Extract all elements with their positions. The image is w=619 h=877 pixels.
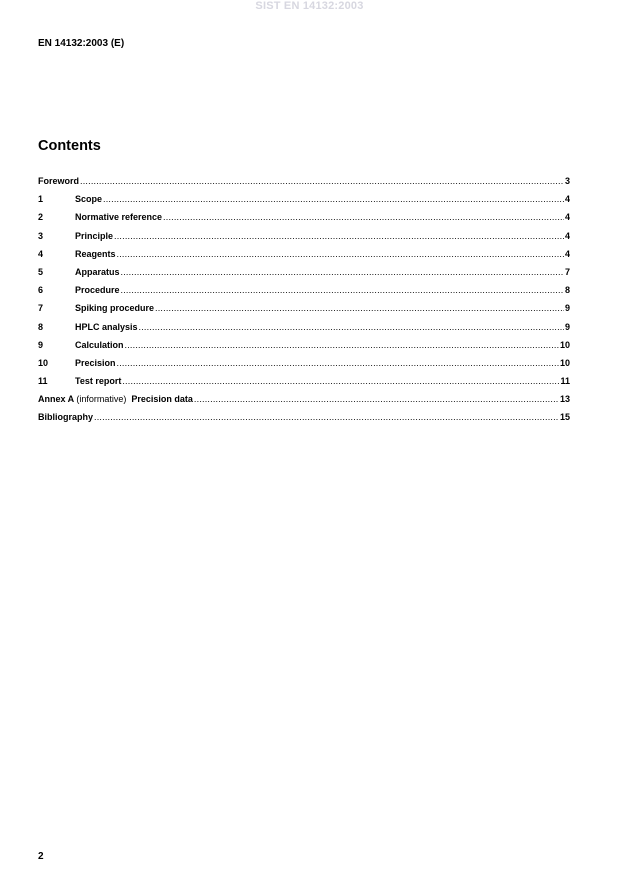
watermark: SIST EN 14132:2003 [255, 0, 364, 12]
toc-entry[interactable] [38, 212, 570, 230]
toc-annex-title: Precision data [131, 394, 193, 405]
toc-entry-title: Reagents [75, 248, 116, 259]
toc-leader [125, 340, 559, 350]
toc-entry-annex-a[interactable] [38, 394, 570, 412]
toc-entry-title: Spiking procedure [75, 303, 155, 314]
toc-entry[interactable] [38, 267, 570, 285]
toc-entry[interactable] [38, 231, 570, 249]
toc-entry[interactable] [38, 303, 570, 321]
toc-entry-foreword[interactable] [38, 176, 570, 194]
toc-entry[interactable] [38, 322, 570, 340]
toc-entry[interactable] [38, 249, 570, 267]
toc-annex-qualifier: (informative) [76, 394, 127, 405]
toc-entry-number: 8 [38, 321, 44, 332]
toc-entry-page: 15 [559, 412, 570, 423]
toc-entry-title: Foreword [38, 176, 80, 186]
toc-entry-page: 9 [564, 303, 570, 314]
toc-leader [80, 176, 564, 186]
page-number: 2 [38, 851, 44, 862]
toc-entry-page: 10 [559, 357, 570, 368]
toc-entry-page: 7 [564, 266, 570, 277]
toc-entry[interactable] [38, 358, 570, 376]
toc-leader [117, 249, 564, 259]
toc-leader [121, 285, 564, 295]
toc-entry-title: Precision [75, 357, 116, 368]
toc-entry-title: Bibliography [38, 412, 94, 423]
document-id: EN 14132:2003 (E) [38, 38, 125, 49]
toc-entry-number: 11 [38, 376, 48, 387]
table-of-contents [38, 176, 570, 431]
toc-entry-number: 1 [38, 194, 44, 205]
toc-entry-title: Test report [75, 376, 122, 387]
toc-entry-page: 13 [559, 394, 570, 405]
toc-leader [122, 376, 559, 386]
toc-entry-number: 6 [38, 285, 44, 296]
toc-leader [139, 322, 564, 332]
toc-entry-number: 7 [38, 303, 44, 314]
toc-entry-number: 5 [38, 266, 44, 277]
toc-entry-title: Apparatus [75, 266, 120, 277]
toc-entry-number: 2 [38, 212, 44, 223]
toc-annex-heading [38, 394, 193, 404]
toc-entry-title: HPLC analysis [75, 321, 138, 332]
toc-entry-number: 9 [38, 339, 44, 350]
toc-entry-number: 10 [38, 357, 49, 368]
toc-leader [121, 267, 564, 277]
toc-entry-title: Normative reference [75, 212, 163, 223]
toc-entry[interactable] [38, 194, 570, 212]
contents-title: Contents [38, 138, 101, 154]
toc-entry[interactable] [38, 376, 570, 394]
toc-entry-page: 4 [564, 194, 570, 205]
toc-entry[interactable] [38, 340, 570, 358]
toc-entry-title: Scope [75, 194, 103, 205]
toc-leader [94, 412, 559, 422]
toc-leader [103, 194, 564, 204]
toc-leader [117, 358, 559, 368]
toc-entry[interactable] [38, 285, 570, 303]
toc-entry-page: 4 [564, 248, 570, 259]
toc-annex-label: Annex A [38, 394, 74, 405]
toc-entry-page: 10 [559, 339, 570, 350]
toc-entry-page: 4 [564, 212, 570, 223]
toc-leader [194, 394, 559, 404]
toc-entry-page: 4 [564, 230, 570, 241]
toc-entry-page: 3 [564, 176, 570, 186]
toc-entry-number: 3 [38, 230, 44, 241]
toc-entry-title: Calculation [75, 339, 124, 350]
toc-leader [155, 303, 564, 313]
toc-entry-title: Procedure [75, 285, 120, 296]
toc-entry-page: 11 [560, 376, 570, 387]
toc-entry-page: 9 [564, 321, 570, 332]
toc-entry-bibliography[interactable] [38, 412, 570, 430]
toc-entry-page: 8 [564, 285, 570, 296]
toc-leader [163, 212, 564, 222]
toc-entry-title: Principle [75, 230, 114, 241]
toc-leader [114, 231, 564, 241]
toc-entry-number: 4 [38, 248, 44, 259]
